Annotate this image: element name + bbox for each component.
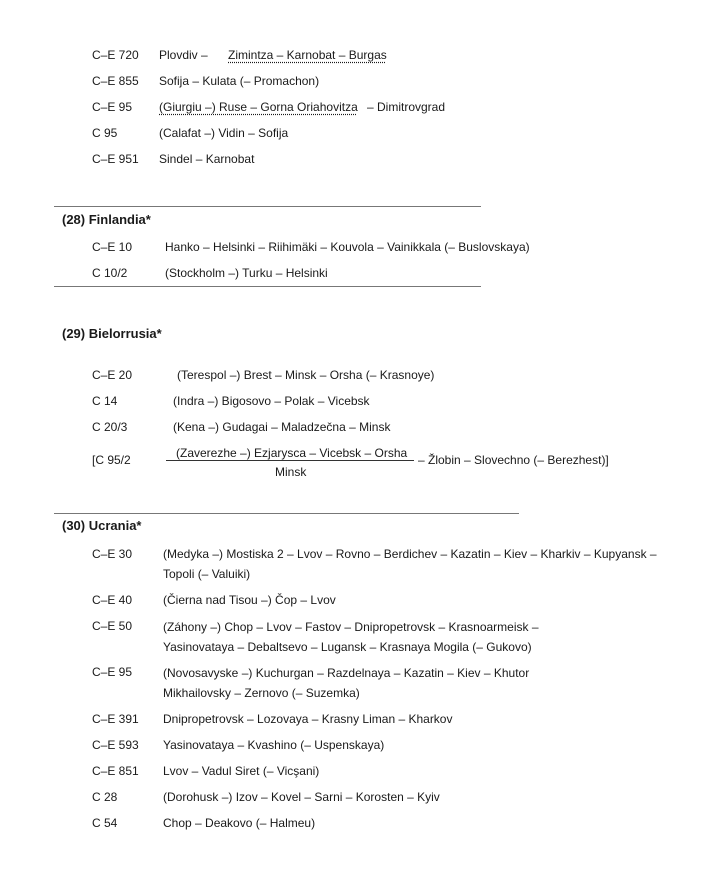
section-divider [54, 513, 519, 514]
route-text: (Novosavyske –) Kuchurgan – Razdelnaya – Kazatin – Kiev – Khutor Mikhailovsky – Zernovo (– Suzemka) [163, 666, 530, 700]
route-text: Hanko – Helsinki – Riihimäki – Kouvola – Vainikkala (– Buslovskaya) [165, 240, 530, 254]
route-text: Sofija – Kulata (– Promachon) [159, 74, 320, 88]
route-text-branch-bottom: Minsk [275, 465, 307, 479]
route-text: (Terespol –) Brest – Minsk – Orsha (– Krasnoye) [177, 368, 435, 382]
route-text: (Medyka –) Mostiska 2 – Lvov – Rovno – Berdichev – Kazatin – Kiev – Kharkiv – Kupyansk – Topoli (– Valuiki) [163, 547, 657, 581]
route-text: Yasinovataya – Kvashino (– Uspenskaya) [163, 738, 385, 752]
route-text: Plovdiv – [159, 48, 208, 62]
line-code: C–E 10 [92, 240, 133, 254]
line-code: C 54 [92, 816, 118, 830]
route-text: – Žlobin – Slovechno (– Berezhest)] [418, 453, 609, 467]
section-heading: (30) Ucrania* [62, 518, 142, 533]
line-code: C–E 30 [92, 547, 133, 561]
line-code: C–E 40 [92, 593, 133, 607]
line-code: C–E 20 [92, 368, 133, 382]
line-code: C–E 851 [92, 764, 139, 778]
line-code: C 14 [92, 394, 118, 408]
line-code: C–E 593 [92, 738, 139, 752]
line-code: C 95 [92, 126, 118, 140]
line-code: C–E 720 [92, 48, 139, 62]
route-text: (Dorohusk –) Izov – Kovel – Sarni – Korosten – Kyiv [163, 790, 440, 804]
line-code: [C 95/2 [92, 453, 131, 467]
route-text: (Záhony –) Chop – Lvov – Fastov – Dnipropetrovsk – Krasnoarmeisk – Yasinovataya – Debaltsevo – Lugansk – Krasnaya Mogila (– Gukovo) [163, 620, 539, 654]
route-text-branch-top: (Zaverezhe –) Ezjarysca – Vicebsk – Orsha [176, 446, 408, 460]
line-code: C–E 50 [92, 619, 133, 633]
line-code: C–E 951 [92, 152, 139, 166]
route-text: (Kena –) Gudagai – Maladzečna – Minsk [173, 420, 391, 434]
route-text: – Dimitrovgrad [367, 100, 446, 114]
route-text: (Indra –) Bigosovo – Polak – Vicebsk [173, 394, 370, 408]
line-code: C 20/3 [92, 420, 128, 434]
branch-divider-line [166, 460, 414, 461]
route-text: (Calafat –) Vidin – Sofija [159, 126, 289, 140]
section-divider [54, 286, 481, 287]
route-text: Lvov – Vadul Siret (– Vicşani) [163, 764, 320, 778]
line-code: C–E 95 [92, 665, 133, 679]
line-code: C–E 855 [92, 74, 139, 88]
line-code: C–E 95 [92, 100, 133, 114]
section-heading: (28) Finlandia* [62, 212, 151, 227]
route-text: Chop – Deakovo (– Halmeu) [163, 816, 316, 830]
route-text: Dnipropetrovsk – Lozovaya – Krasny Liman – Kharkov [163, 712, 453, 726]
route-text: (Stockholm –) Turku – Helsinki [165, 266, 328, 280]
route-text: (Čierna nad Tisou –) Čop – Lvov [163, 593, 336, 607]
route-text-underlined: (Giurgiu –) Ruse – Gorna Oriahovitza [159, 100, 358, 114]
line-code: C 28 [92, 790, 118, 804]
route-text-underlined: Zimintza – Karnobat – Burgas [228, 48, 387, 62]
line-code: C–E 391 [92, 712, 139, 726]
route-text: Sindel – Karnobat [159, 152, 255, 166]
line-code: C 10/2 [92, 266, 128, 280]
section-divider [54, 206, 481, 207]
section-heading: (29) Bielorrusia* [62, 326, 162, 341]
